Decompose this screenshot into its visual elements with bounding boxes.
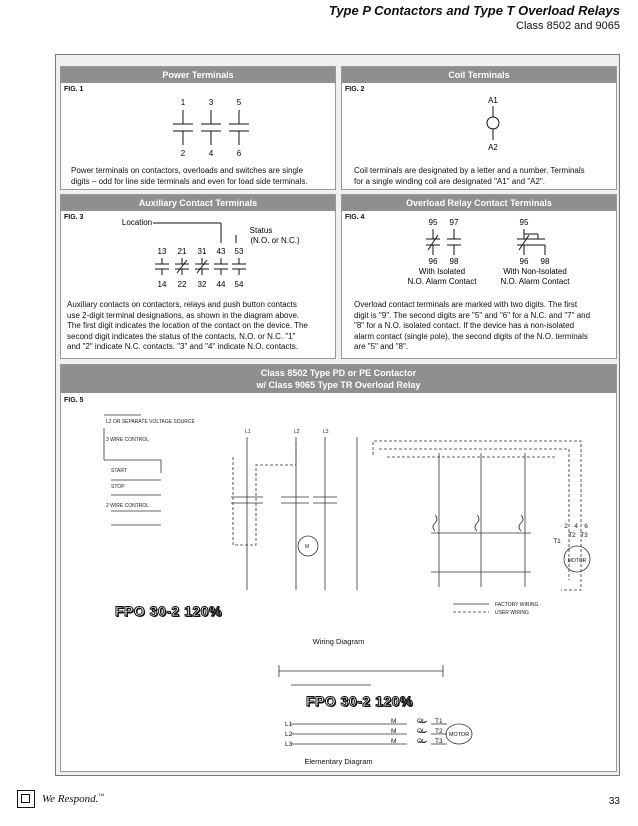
aux-bottom-label-44: 44 <box>216 280 226 289</box>
motor-t2: T2 <box>568 532 576 539</box>
overload-relay-panel <box>341 194 617 359</box>
wiring-line-label-l1: L1 <box>245 429 251 435</box>
motor-t1: T1 <box>553 538 561 545</box>
auxiliary-contact-title: Auxiliary Contact Terminals <box>61 195 335 211</box>
wiring-title-line-2: w/ Class 9065 Type TR Overload Relay <box>256 380 421 390</box>
figures-frame <box>55 54 620 776</box>
motor-terminal-2: 2 <box>564 523 568 530</box>
overload-relay-description <box>354 300 614 353</box>
fpo-label-elementary: FPO 30-2 120% <box>306 693 413 709</box>
overload-relay-title: Overload Relay Contact Terminals <box>342 195 616 211</box>
elementary-diagram-caption: Elementary Diagram <box>304 757 373 766</box>
aux-top-label-53: 53 <box>234 247 244 256</box>
ol-left-top-97: 97 <box>449 218 459 227</box>
coil-top-label: A1 <box>488 96 498 105</box>
wiring-note-stop: STOP <box>111 484 125 490</box>
power-top-label-1: 1 <box>180 98 186 107</box>
power-terminals-title: Power Terminals <box>61 67 335 83</box>
elem-t2: T2 <box>435 728 443 735</box>
aux-top-label-13: 13 <box>157 247 167 256</box>
power-bottom-label-4: 4 <box>208 149 214 158</box>
coil-terminals-panel <box>341 66 617 190</box>
wiring-note-3-wire: 3 WIRE CONTROL <box>106 437 150 443</box>
page-header-subtitle: Class 8502 and 9065 <box>516 20 620 32</box>
wiring-schematic <box>61 365 616 771</box>
elem-l1: L1 <box>285 721 293 728</box>
ol-left-top-95: 95 <box>428 218 438 227</box>
elem-ol-1: OL <box>417 718 426 725</box>
elem-motor-label: MOTOR <box>448 732 470 738</box>
ol-left-bottom-96: 96 <box>428 257 438 266</box>
aux-top-label-31: 31 <box>197 247 207 256</box>
wiring-diagram-caption: Wiring Diagram <box>312 637 365 646</box>
aux-desc-line-2: use 2-digit terminal designations, as shown in the diagram above. <box>67 310 300 320</box>
ol-left-bottom-98: 98 <box>449 257 459 266</box>
legend-factory-wiring: FACTORY WIRING <box>495 602 539 608</box>
power-bottom-label-6: 6 <box>236 149 242 158</box>
coil-desc-line-2: for a single winding coil are designated "A1" and "A2". <box>354 176 546 186</box>
elem-ol-3: OL <box>417 738 426 745</box>
wiring-line-label-l3: L3 <box>323 429 329 435</box>
fig-2-label: FIG. 2 <box>345 86 365 93</box>
wiring-motor-label: MOTOR <box>567 558 587 564</box>
fig-4-label: FIG. 4 <box>345 214 365 221</box>
wiring-line-label-l2: L2 <box>294 429 300 435</box>
wiring-note-2-wire: 2 WIRE CONTROL <box>106 503 150 509</box>
motor-terminal-6: 6 <box>584 523 588 530</box>
ol-desc-line-4: alarm contact (single pole), the second digits of the N.O. terminals <box>354 331 588 341</box>
aux-bottom-label-22: 22 <box>177 280 187 289</box>
fpo-label-wiring: FPO 30-2 120% <box>115 603 222 619</box>
elem-t3: T3 <box>435 738 443 745</box>
aux-status-label: Status <box>249 226 273 235</box>
power-bottom-label-2: 2 <box>180 149 186 158</box>
aux-location-label: Location <box>121 218 153 227</box>
aux-desc-line-5: and "2" indicate N.C. contacts. "3" and "4" indicate N.O. contacts. <box>67 342 298 351</box>
wiring-motor-m: M <box>305 544 310 550</box>
ol-desc-line-1: Overload contact terminals are marked with two digits. The first <box>354 300 578 309</box>
power-top-label-5: 5 <box>236 98 242 107</box>
page-number: 33 <box>608 796 620 807</box>
aux-desc-line-4: second digit indicates the status of the contacts, N.O. or N.C. "1" <box>67 331 296 341</box>
footer-slogan-text: We Respond. <box>42 793 99 805</box>
footer-trademark: ™ <box>98 793 105 800</box>
wiring-note-start: START <box>111 468 127 474</box>
ol-left-caption-2: N.O. Alarm Contact <box>407 277 477 286</box>
square-d-logo-icon <box>17 790 35 808</box>
wiring-note-voltage-source: L2 OR SEPARATE VOLTAGE SOURCE <box>106 419 195 425</box>
aux-bottom-label-54: 54 <box>234 280 244 289</box>
power-desc-line-1: Power terminals on contactors, overloads and switches are single <box>71 166 304 175</box>
aux-bottom-label-14: 14 <box>157 280 167 289</box>
legend-user-wiring: USER WIRING <box>495 610 529 616</box>
elem-t1: T1 <box>435 718 443 725</box>
ol-right-top-95: 95 <box>519 218 529 227</box>
elem-l2: L2 <box>285 731 293 738</box>
power-desc-line-2: digits – odd for line side terminals and even for load side terminals. <box>71 176 308 186</box>
elem-ol-2: OL <box>417 728 426 735</box>
wiring-title-line-1: Class 8502 Type PD or PE Contactor <box>260 368 417 378</box>
fig-3-label: FIG. 3 <box>64 214 84 221</box>
ol-left-caption-1: With Isolated <box>418 267 466 276</box>
coil-terminals-title: Coil Terminals <box>342 67 616 83</box>
power-terminals-panel <box>60 66 336 190</box>
ol-right-bottom-96: 96 <box>519 257 529 266</box>
ol-desc-line-3: "8" for a N.O. isolated contact. If the device has a non-isolated <box>354 321 575 330</box>
elem-l3: L3 <box>285 741 293 748</box>
ol-right-caption-1: With Non-Isolated <box>503 267 567 276</box>
aux-desc-line-3: The first digit indicates the location of the contact on the device. The <box>67 321 308 330</box>
elem-m-2: M <box>391 728 397 735</box>
aux-status-sub-label: (N.O. or N.C.) <box>250 236 300 245</box>
page-header-title: Type P Contactors and Type T Overload Relays <box>328 3 620 18</box>
power-terminals-description <box>71 166 333 187</box>
motor-terminal-4: 4 <box>574 523 578 530</box>
ol-desc-line-2: digit is "9". The second digits are "5" and "6" for a N.C. and "7" and <box>354 310 591 320</box>
elem-m-3: M <box>391 738 397 745</box>
aux-bottom-label-32: 32 <box>197 280 207 289</box>
fig-1-label: FIG. 1 <box>64 86 84 93</box>
fig-5-label: FIG. 5 <box>64 397 84 404</box>
aux-top-label-43: 43 <box>216 247 226 256</box>
coil-bottom-label: A2 <box>488 143 498 152</box>
aux-desc-line-1: Auxiliary contacts on contactors, relays and push button contacts <box>67 300 297 309</box>
ol-desc-line-5: are "5" and "8". <box>354 342 409 351</box>
auxiliary-contact-description <box>67 300 333 353</box>
ol-right-caption-2: N.O. Alarm Contact <box>500 277 570 286</box>
elem-m-1: M <box>391 718 397 725</box>
wiring-diagram-panel <box>60 364 617 772</box>
ol-right-bottom-98: 98 <box>540 257 550 266</box>
aux-top-label-21: 21 <box>177 247 187 256</box>
footer-slogan <box>42 793 104 805</box>
auxiliary-contact-panel <box>60 194 336 359</box>
coil-desc-line-1: Coil terminals are designated by a letter and a number. Terminals <box>354 166 585 175</box>
motor-t3: T3 <box>580 532 588 539</box>
power-top-label-3: 3 <box>208 98 214 107</box>
coil-terminals-description <box>354 166 614 187</box>
